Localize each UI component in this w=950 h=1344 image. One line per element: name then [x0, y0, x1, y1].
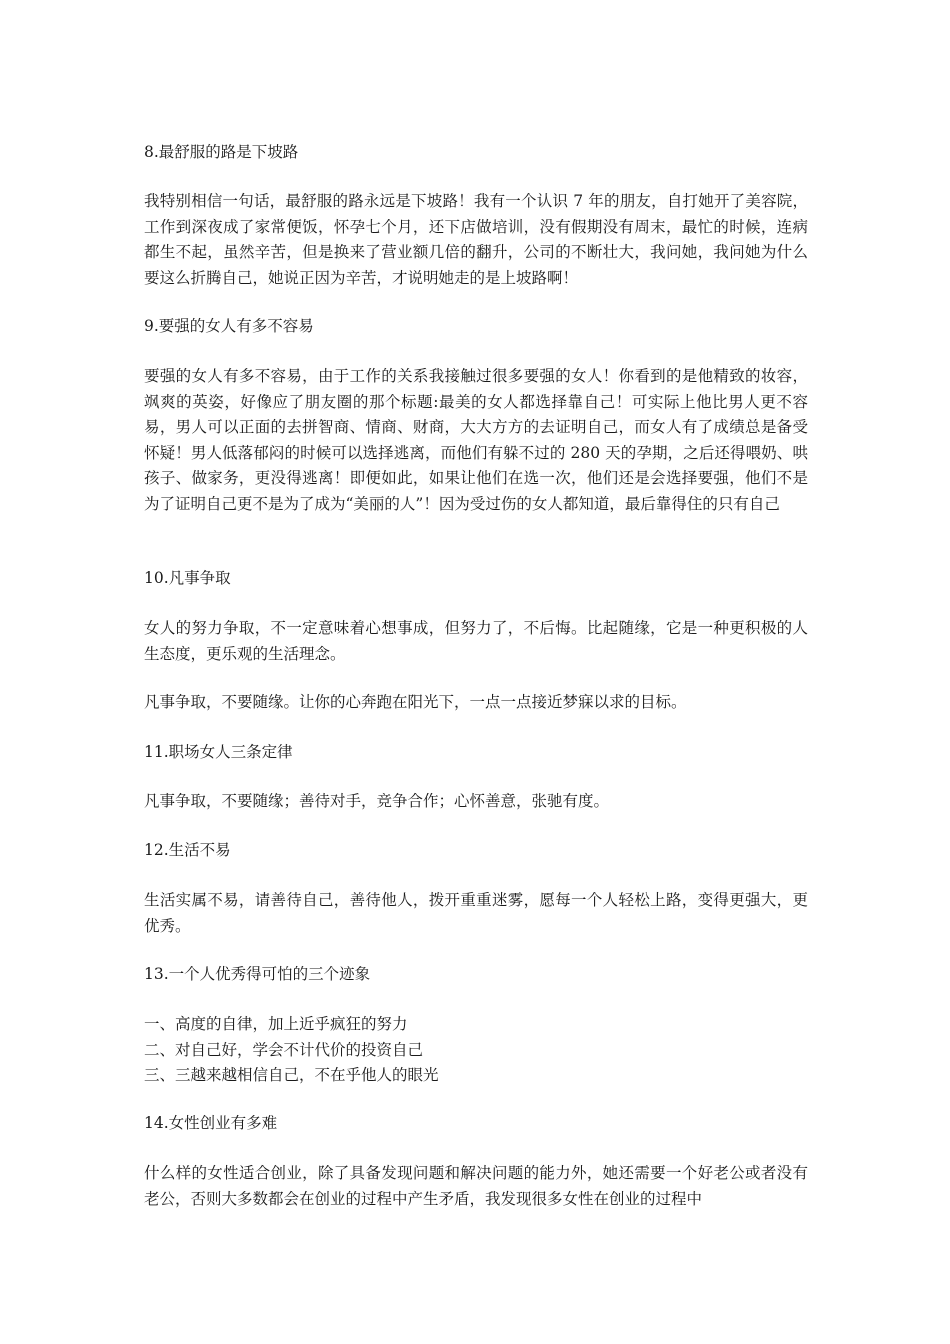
- section-9-paragraph: 要强的女人有多不容易，由于工作的关系我接触过很多要强的女人！你看到的是他精致的妆容，飒爽的英姿，好像应了朋友圈的那个标题:最美的女人都选择靠自己！可实际上他比男人更不容易，男人可以正面的去拼智商、情商、财商，大大方方的去证明自己，而女人有了成绩总是备受怀疑！男人低落郁闷的时候可以选择逃离，而他们有躲不过的 280 天的孕期，之后还得喂奶、哄孩子、做家务，更没得逃离！即便如此，如果让他们在选一次，他们还是会选择要强，他们不是为了证明自己更不是为了成为“美丽的人”！因为受过伤的女人都知道，最后靠得住的只有自己: [144, 367, 808, 513]
- list-item: 二、对自己好，学会不计代价的投资自己: [144, 1040, 424, 1059]
- list-item: 三、三越来越相信自己，不在乎他人的眼光: [144, 1066, 439, 1084]
- section-13-heading: 13.一个人优秀得可怕的三个迹象: [144, 965, 371, 983]
- section-11-heading: 11.职场女人三条定律: [144, 743, 293, 761]
- section-13-list: [144, 1012, 808, 1089]
- section-9-heading: 9.要强的女人有多不容易: [144, 317, 314, 335]
- list-item: 一、高度的自律，加上近乎疯狂的努力: [144, 1015, 408, 1033]
- section-8-heading: 8.最舒服的路是下坡路: [144, 143, 299, 161]
- section-14-heading: 14.女性创业有多难: [144, 1114, 278, 1132]
- section-11-paragraph: 凡事争取，不要随缘；善待对手，竞争合作；心怀善意，张驰有度。: [144, 792, 610, 810]
- section-10-paragraph-1: 女人的努力争取，不一定意味着心想事成，但努力了，不后悔。比起随缘，它是一种更积极的人生态度，更乐观的生活理念。: [144, 619, 808, 663]
- section-12-heading: 12.生活不易: [144, 841, 231, 859]
- section-12-paragraph: 生活实属不易，请善待自己，善待他人，拨开重重迷雾，愿每一个人轻松上路，变得更强大，更优秀。: [144, 891, 808, 935]
- section-8-paragraph: 我特别相信一句话，最舒服的路永远是下坡路！我有一个认识 7 年的朋友，自打她开了美容院，工作到深夜成了家常便饭，怀孕七个月，还下店做培训，没有假期没有周末，最忙的时候，连病都生不起，虽然辛苦，但是换来了营业额几倍的翻升，公司的不断壮大，我问她，我问她为什么要这么折腾自己，她说正因为辛苦，才说明她走的是上坡路啊！: [144, 192, 808, 287]
- section-10-paragraph-2: 凡事争取，不要随缘。让你的心奔跑在阳光下，一点一点接近梦寐以求的目标。: [144, 693, 687, 711]
- section-10-heading: 10.凡事争取: [144, 569, 231, 587]
- section-14-paragraph: 什么样的女性适合创业，除了具备发现问题和解决问题的能力外，她还需要一个好老公或者没有老公，否则大多数都会在创业的过程中产生矛盾，我发现很多女性在创业的过程中: [144, 1164, 808, 1208]
